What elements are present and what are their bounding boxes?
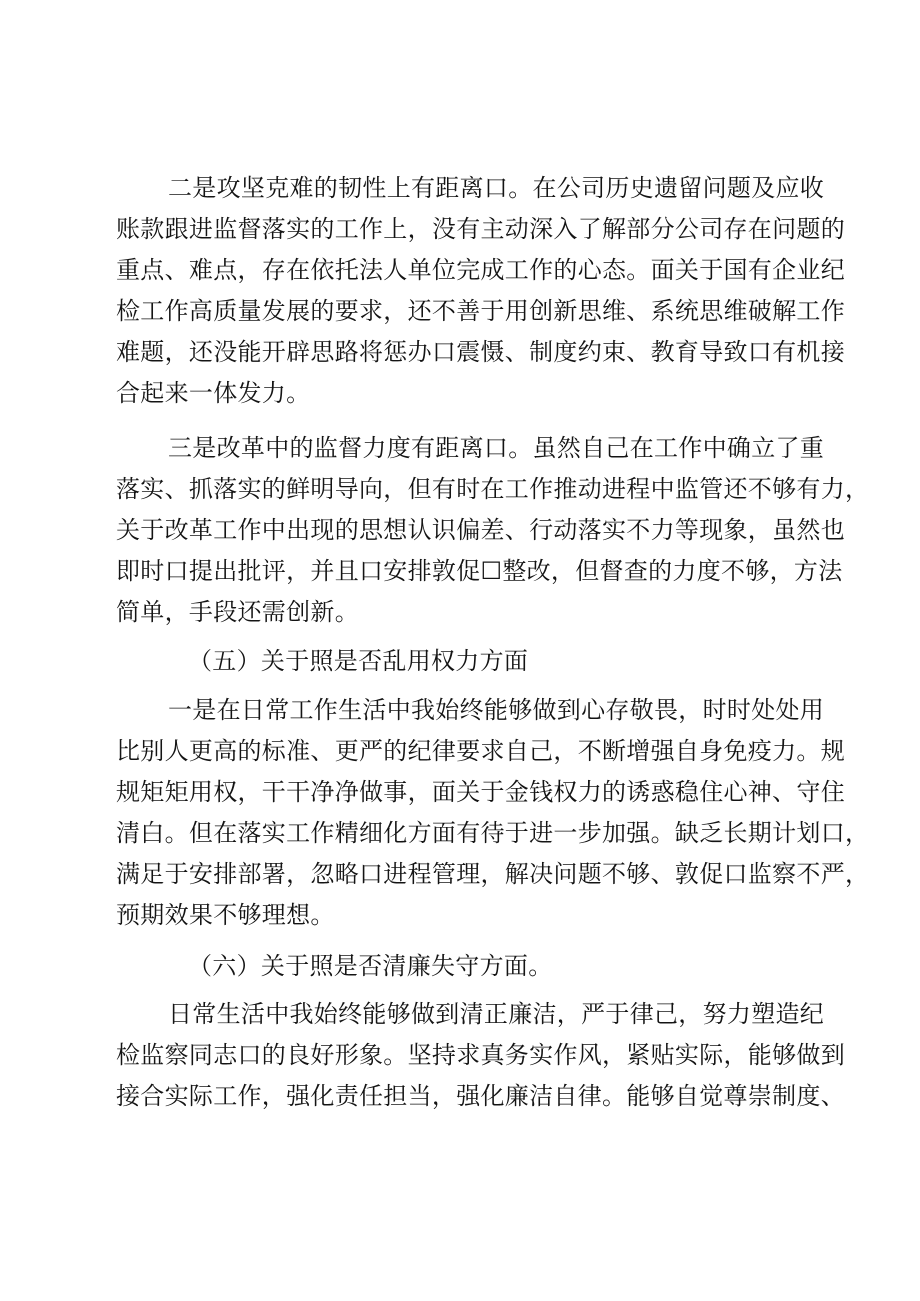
paragraph-line-13: 一是在日常工作生活中我始终能够做到心存敬畏，时时处处用: [168, 696, 825, 724]
section-heading-five: （五）关于照是否乱用权力方面: [188, 647, 529, 675]
paragraph-line-14: 比别人更高的标准、更严的纪律要求自己，不断增强自身免疫力。规: [116, 737, 845, 765]
paragraph-line-1: 二是攻坚克难的韧性上有距离口。在公司历史遗留问题及应收: [168, 174, 825, 202]
paragraph-line-3: 重点、难点，存在依托法人单位完成工作的心态。面关于国有企业纪: [116, 256, 845, 284]
paragraph-line-4: 检工作高质量发展的要求，还不善于用创新思维、系统思维破解工作: [116, 297, 845, 325]
paragraph-line-7: 三是改革中的监督力度有距离口。虽然自己在工作中确立了重: [168, 434, 825, 462]
paragraph-line-5: 难题，还没能开辟思路将惩办口震慑、制度约束、教育导致口有机接: [116, 338, 845, 366]
paragraph-line-15: 规矩矩用权，干干净净做事，面关于金钱权力的诱惑稳住心神、守住: [116, 778, 845, 806]
paragraph-line-9: 关于改革工作中出现的思想认识偏差、行动落实不力等现象，虽然也: [116, 516, 845, 544]
paragraph-line-6: 合起来一体发力。: [116, 379, 311, 407]
paragraph-line-18: 预期效果不够理想。: [116, 901, 335, 929]
paragraph-line-2: 账款跟进监督落实的工作上，没有主动深入了解部分公司存在问题的: [116, 215, 845, 243]
paragraph-line-8: 落实、抓落实的鲜明导向，但有时在工作推动进程中监管还不够有力，: [116, 475, 870, 503]
paragraph-line-22: 接合实际工作，强化责任担当，强化廉洁自律。能够自觉尊崇制度、: [116, 1082, 845, 1110]
section-heading-six: （六）关于照是否清廉失守方面。: [188, 952, 553, 980]
paragraph-line-10: 即时口提出批评，并且口安排敦促☐整改，但督查的力度不够，方法: [116, 557, 843, 585]
paragraph-line-20: 日常生活中我始终能够做到清正廉洁，严于律己，努力塑造纪: [168, 1000, 825, 1028]
paragraph-line-17: 满足于安排部署，忽略口进程管理，解决问题不够、敦促口监察不严，: [116, 860, 870, 888]
paragraph-line-16: 清白。但在落实工作精细化方面有待于进一步加强。缺乏长期计划口，: [116, 819, 870, 847]
paragraph-line-11: 简单，手段还需创新。: [116, 598, 359, 626]
paragraph-line-21: 检监察同志口的良好形象。坚持求真务实作风，紧贴实际，能够做到: [116, 1041, 845, 1069]
